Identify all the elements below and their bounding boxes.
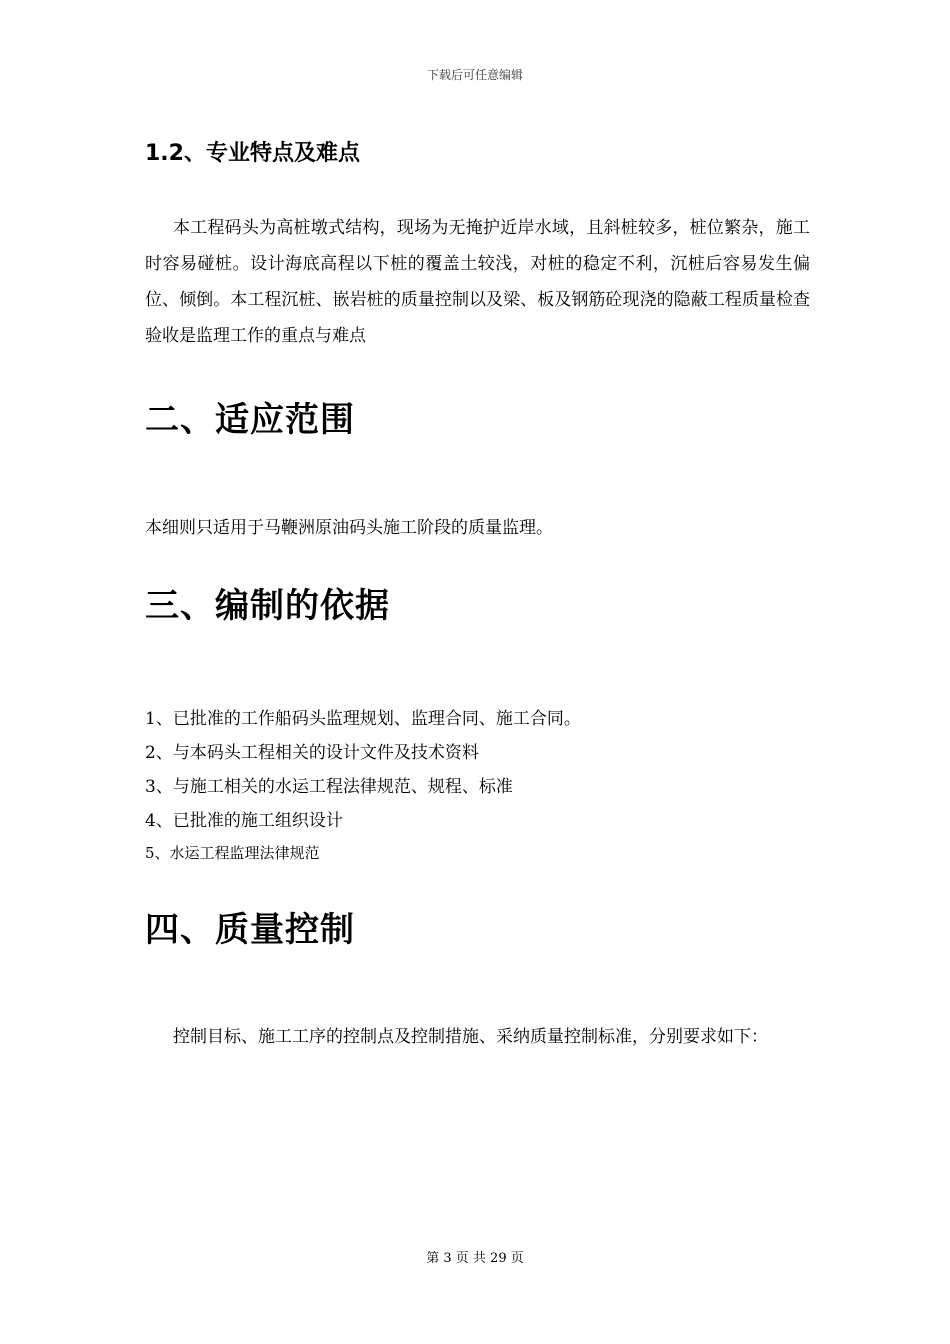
section-4-paragraph: 控制目标、施工工序的控制点及控制措施、采纳质量控制标准，分别要求如下： — [173, 1027, 768, 1047]
basis-list-item-3: 3、与施工相关的水运工程法律规范、规程、标准 — [145, 777, 513, 797]
basis-list-item-5: 5、水运工程监理法律规范 — [145, 844, 320, 862]
basis-list-item-2: 2、与本码头工程相关的设计文件及技术资料 — [145, 743, 479, 763]
section-1-2-paragraph: 本工程码头为高桩墩式结构，现场为无掩护近岸水域，且斜桩较多，桩位繁杂，施工时容易碰桩。设计海底高程以下桩的覆盖土较浅，对桩的稳定不利，沉桩后容易发生偏位、倾倒。本工程沉桩、嵌岩桩的质量控制以及梁、板及钢筋砼现浇的隐蔽工程质量检查验收是监理工作的重点与难点 — [145, 218, 810, 346]
section-1-2-heading: 1.2、专业特点及难点 — [145, 141, 360, 166]
section-3-heading: 三、编制的依据 — [145, 586, 390, 626]
basis-list-item-1: 1、已批准的工作船码头监理规划、监理合同、施工合同。 — [145, 709, 581, 729]
section-2-paragraph: 本细则只适用于马鞭洲原油码头施工阶段的质量监理。 — [145, 518, 553, 538]
page-header-note: 下载后可任意编辑 — [426, 68, 523, 82]
basis-list-item-4: 4、已批准的施工组织设计 — [145, 811, 343, 831]
section-4-heading: 四、质量控制 — [145, 910, 355, 950]
page-number: 第 3 页 共 29 页 — [426, 1251, 524, 1266]
section-2-heading: 二、适应范围 — [145, 400, 355, 440]
